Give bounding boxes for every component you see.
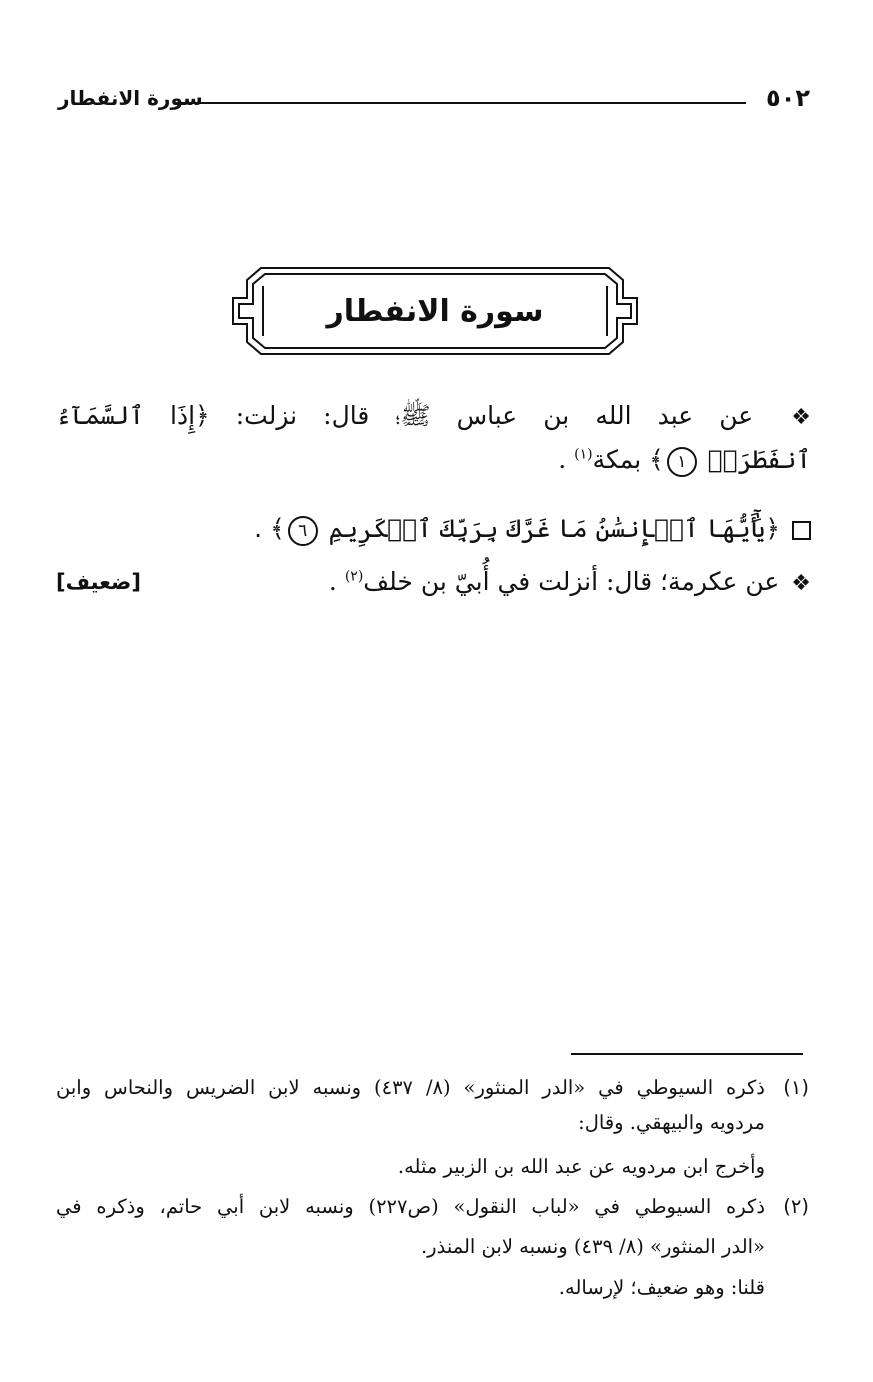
- footnote-number: (٢): [783, 1195, 809, 1218]
- header-rule: [176, 102, 746, 104]
- square-bullet-icon: [792, 521, 811, 540]
- word: قال:: [323, 401, 370, 430]
- footnote-2-line-2: «الدر المنثور» (٨/ ٤٣٩) ونسبه لابن المنذر.: [420, 1235, 765, 1258]
- quran-text: ٱنفَطَرَتۡ: [707, 445, 811, 474]
- quran-open-bracket: ﴿: [765, 514, 780, 543]
- surah-title-banner: [231, 266, 639, 356]
- entry-text: بمكة: [592, 445, 650, 474]
- quran-close-bracket: ﴾ .: [254, 514, 285, 543]
- quran-close-bracket: ﴾: [649, 445, 664, 474]
- diamond-bullet-icon: ❖: [791, 571, 811, 596]
- quran-word: ٱلسَّمَآءُ: [56, 401, 144, 430]
- ayah-number-marker: ٦: [288, 516, 318, 546]
- word: الله: [595, 401, 632, 430]
- grade-label: [ضعيف]: [56, 570, 141, 594]
- footnote-1-line-2: مردويه والبيهقي. وقال:: [578, 1111, 765, 1134]
- entry-1-line-1: [56, 396, 811, 438]
- footnote-text: ذكره السيوطي في «لباب النقول» (ص٢٢٧) ونسبه لابن أبي حاتم، وذكره في: [56, 1195, 765, 1218]
- word: عبد: [657, 401, 694, 430]
- word: بن: [543, 401, 570, 430]
- page-number: ٥٠٢: [766, 84, 810, 112]
- footnote-ref: (١): [574, 446, 593, 463]
- word: عن: [719, 401, 754, 430]
- footnote-number: (١): [783, 1076, 809, 1099]
- footnote-2-line-3: قلنا: وهو ضعيف؛ لإرساله.: [558, 1276, 765, 1299]
- entry-3: [56, 562, 811, 604]
- entry-text: عن عكرمة؛ قال: أنزلت في أُبيّ بن خلف: [363, 567, 780, 596]
- quran-text: يَٰٓأَيُّهَا ٱلۡإِنسَٰنُ مَا غَرَّكَ بِرَبِّكَ ٱلۡكَرِيمِ: [328, 514, 766, 543]
- entry-end: .: [328, 567, 345, 596]
- footnote-1-line-1: [56, 1073, 809, 1103]
- quran-word: ﴿إِذَا: [170, 401, 210, 430]
- footnote-text: ذكره السيوطي في «الدر المنثور» (٨/ ٤٣٧) ونسبه لابن الضريس والنحاس وابن: [56, 1076, 765, 1099]
- running-title: سورة الانفطار: [58, 86, 203, 110]
- footnote-2-line-1: [56, 1192, 809, 1222]
- ayah-number-marker: ١: [667, 447, 697, 477]
- entry-1-line-2: [56, 440, 811, 480]
- verse-entry: [56, 509, 811, 549]
- running-header: [58, 84, 810, 120]
- footnote-ref: (٢): [344, 568, 364, 585]
- surah-title: سورة الانفطار: [326, 294, 544, 329]
- footnote-separator: [571, 1053, 803, 1055]
- word: نزلت:: [235, 401, 298, 430]
- honorific: ﷺ؛: [395, 401, 431, 430]
- word: عباس: [456, 401, 518, 430]
- diamond-bullet-icon: ❖: [791, 405, 811, 430]
- footnote-1-line-3: وأخرج ابن مردويه عن عبد الله بن الزبير مثله.: [397, 1155, 765, 1178]
- entry-end: .: [558, 445, 575, 474]
